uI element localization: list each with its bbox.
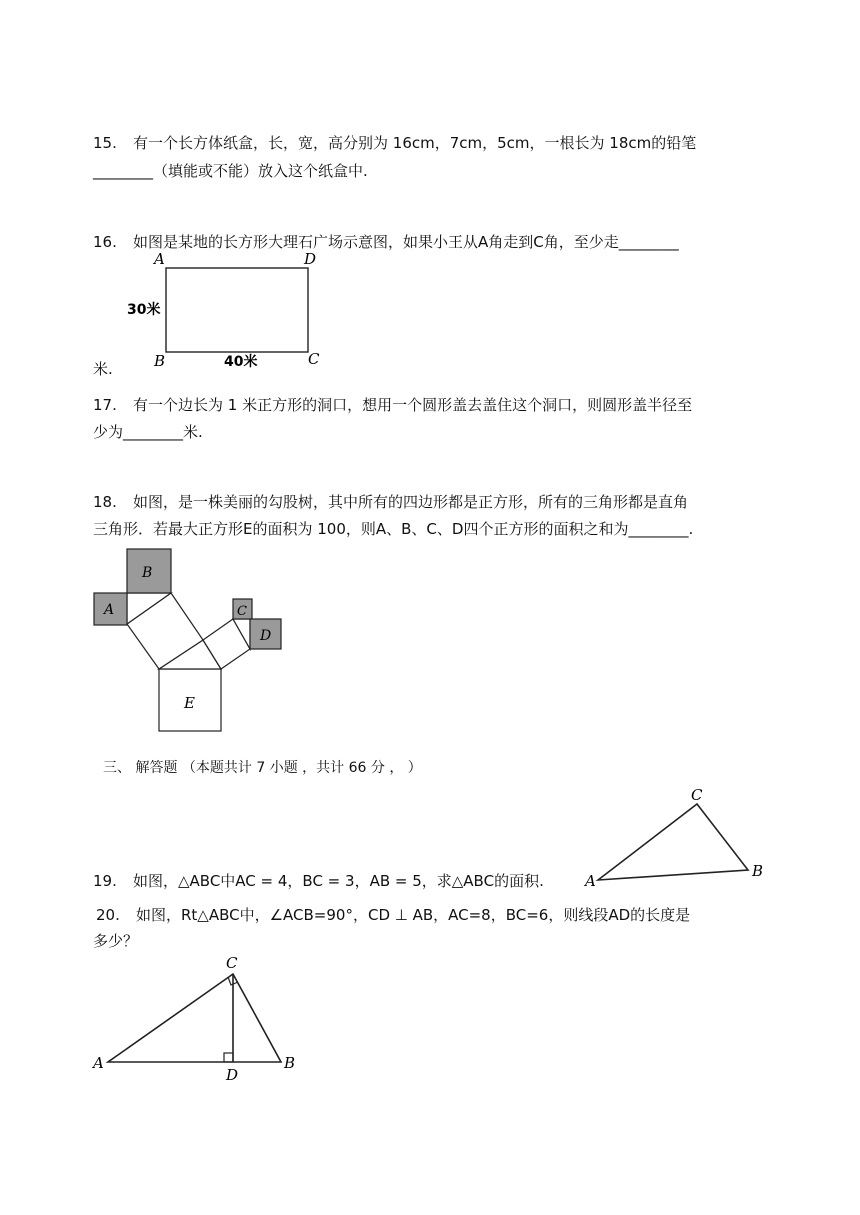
q20-right-angle-mark-d [224, 1053, 233, 1062]
q15-line1 [93, 133, 696, 153]
q17-text: 有一个边长为 1 米正方形的洞口，想用一个圆形盖去盖住这个洞口，则圆形盖半径至 [133, 396, 693, 414]
q20-label-b: B [284, 1054, 296, 1072]
q17-line2: 少为________米. [93, 423, 203, 441]
q20-line2: 多少？ [93, 932, 139, 950]
q19-number: 19. [93, 872, 117, 890]
q16-label-a: A [154, 250, 165, 268]
q18-label-e: E [184, 694, 195, 712]
q17-line1 [93, 395, 692, 415]
q15-number: 15. [93, 134, 117, 152]
q18-label-a: A [104, 602, 115, 618]
q20-label-c: C [226, 954, 238, 972]
q19-label-a: A [585, 872, 596, 890]
q20-label-d: D [226, 1066, 239, 1084]
q18-label-d: D [260, 628, 272, 644]
q18-text: 如图，是一株美丽的勾股树，其中所有的四边形都是正方形，所有的三角形都是直角 [133, 493, 689, 511]
q20-right-triangle-figure [92, 952, 307, 1084]
q19-label-b: B [752, 862, 764, 880]
q20-label-a: A [93, 1054, 104, 1072]
q16-text: 如图是某地的长方形大理石广场示意图，如果小王从A角走到C角，至少走________ [133, 233, 679, 251]
q18-label-c: C [237, 604, 247, 619]
q16-rectangle [166, 268, 308, 352]
q19-line1 [93, 871, 544, 891]
q15-line2: ________（填能或不能）放入这个纸盒中. [93, 162, 368, 180]
q19-label-c: C [691, 786, 703, 804]
q18-line1 [93, 492, 688, 512]
section3-heading: 三、 解答题 （本题共计 7 小题 ，共计 66 分 ， ） [103, 760, 422, 776]
q18-line2: 三角形．若最大正方形E的面积为 100，则A、B、C、D四个正方形的面积之和为________. [93, 520, 694, 538]
q18-label-b: B [142, 565, 153, 581]
q15-text: 有一个长方体纸盒，长，宽，高分别为 16cm，7cm，5cm，一根长为 18cm的铅笔 [133, 134, 697, 152]
q16-rectangle-figure [120, 248, 340, 376]
q16-line2: 米. [93, 360, 113, 378]
q16-label-b: B [154, 352, 166, 370]
q16-side-left-label: 30米 [127, 302, 161, 318]
q18-pythagoras-tree-figure [92, 548, 287, 734]
q20-text: 如图，Rt△ABC中，∠ACB=90°，CD ⊥ AB，AC=8，BC=6，则线段AD的长度是 [136, 906, 691, 924]
q20-line1 [96, 905, 690, 925]
q16-number: 16. [93, 233, 117, 251]
q19-text: 如图，△ABC中AC = 4，BC = 3，AB = 5，求△ABC的面积. [133, 872, 544, 890]
q16-label-d: D [304, 250, 317, 268]
q20-number: 20. [96, 906, 120, 924]
q16-side-bottom-label: 40米 [224, 354, 258, 370]
q20-triangle [108, 974, 281, 1062]
q18-number: 18. [93, 493, 117, 511]
q19-triangle-figure [580, 788, 770, 888]
q16-label-c: C [308, 350, 320, 368]
q19-triangle [598, 804, 748, 880]
q17-number: 17. [93, 396, 117, 414]
